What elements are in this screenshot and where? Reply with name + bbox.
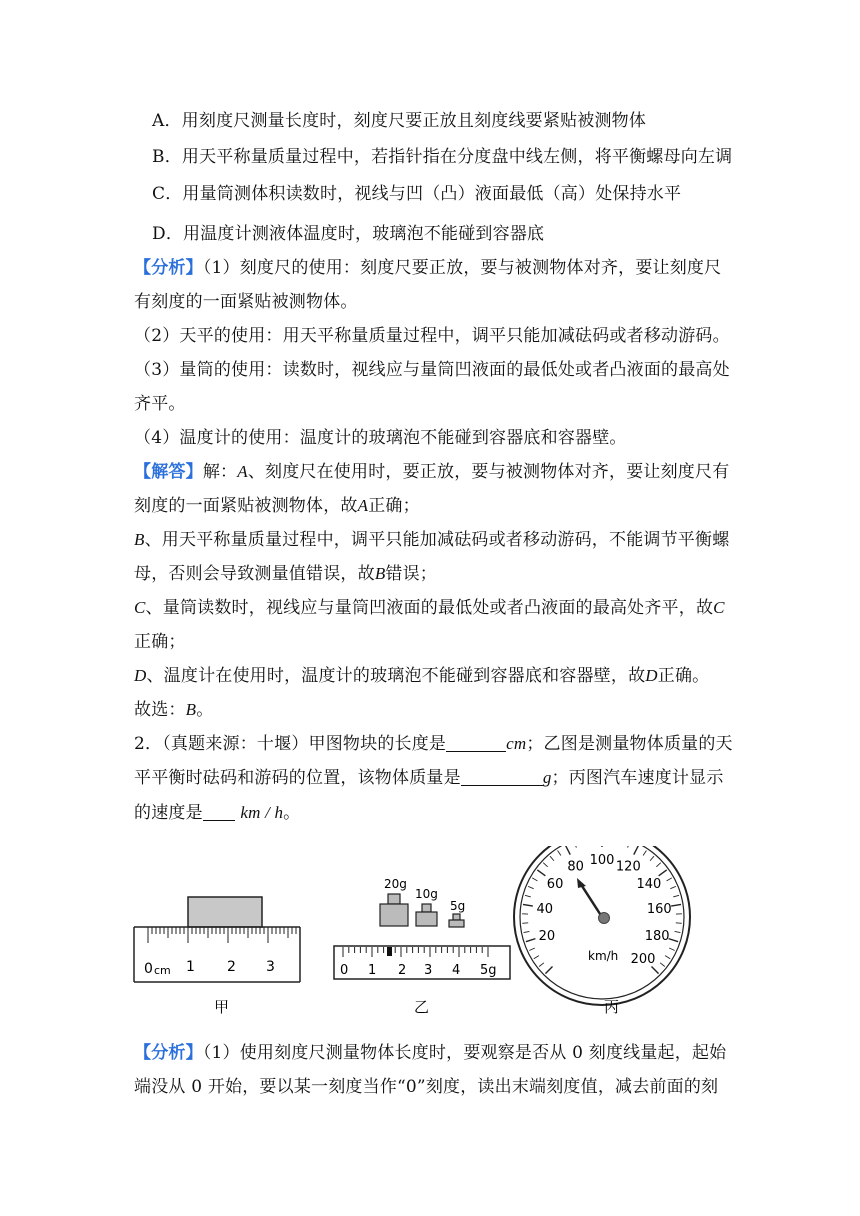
needle-hub (599, 913, 610, 924)
weight-5g-knob (453, 914, 460, 920)
ruler-diagram (134, 897, 300, 982)
block (188, 897, 262, 927)
answer-blank-length[interactable] (446, 733, 506, 752)
weight-label-20g: 20g (384, 877, 407, 891)
speedometer-diagram (514, 846, 690, 1005)
weight-5g-body (449, 920, 464, 927)
option-c: C．用量筒测体积读数时，视线与凹（凸）液面最低（高）处保持水平 (152, 184, 682, 204)
ruler-label-0: 0 (144, 961, 153, 977)
answer-1-line-5: C、量筒读数时，视线应与量筒凹液面的最低处或者凸液面的最高处齐平，故C (134, 598, 725, 618)
answer-1-line-2: 刻度的一面紧贴被测物体，故A正确； (134, 496, 420, 516)
scale-label-5g: 5g (480, 963, 497, 978)
weight-label-5g: 5g (450, 899, 466, 913)
weight-20g-knob (388, 894, 400, 904)
speed-label: 100 (589, 853, 615, 868)
analysis-1-line-1: 【分析】（1）刻度尺的使用：刻度尺要正放，要与被测物体对齐，要让刻度尺 (134, 258, 722, 278)
weight-10g-knob (422, 904, 431, 912)
question-2-line-3: 的速度是 km / h。 (134, 803, 301, 823)
option-a: A．用刻度尺测量长度时，刻度尺要正放且刻度线要紧贴被测物体 (152, 111, 647, 131)
analysis-1-line-6: （4）温度计的使用：温度计的玻璃泡不能碰到容器底和容器壁。 (134, 428, 627, 448)
rider (387, 947, 392, 956)
question-2-line-1: 2．（真题来源：十堰）甲图物块的长度是 cm；乙图是测量物体质量的天 (134, 734, 733, 754)
speed-unit: km/h (588, 949, 619, 963)
option-b: B．用天平称量质量过程中，若指针指在分度盘中线左侧，将平衡螺母向左调 (152, 147, 733, 167)
scale-label-2: 2 (398, 963, 407, 978)
question-2-line-2: 平平衡时砝码和游码的位置，该物体质量是 g；丙图汽车速度计显示 (134, 768, 724, 788)
balance-diagram (334, 877, 510, 979)
caption-bing: 丙 (604, 998, 620, 1016)
analysis-2-line-1: 【分析】（1）使用刻度尺测量物体长度时，要观察是否从 0 刻度线量起，起始 (134, 1043, 727, 1063)
analysis-1-line-2: 有刻度的一面紧贴被测物体。 (134, 292, 358, 312)
option-d: D．用温度计测液体温度时，玻璃泡不能碰到容器底 (152, 224, 545, 244)
speed-label: 80 (567, 859, 584, 875)
answer-tag: 【解答】 (134, 462, 203, 482)
caption-jia: 甲 (214, 998, 230, 1016)
answer-blank-speed[interactable] (203, 802, 235, 821)
ruler-label-3: 3 (266, 959, 275, 975)
speed-label: 200 (630, 952, 656, 968)
weight-20g-body (380, 904, 408, 926)
speed-label: 120 (615, 859, 641, 875)
answer-1-line-1: 【解答】解：A、刻度尺在使用时，要正放，要与被测物体对齐，要让刻度尺有 (134, 462, 730, 482)
scale-label-4: 4 (452, 963, 461, 978)
speed-label: 160 (646, 901, 672, 917)
measurement-figure (130, 846, 730, 1026)
weight-label-10g: 10g (415, 887, 438, 901)
scale-label-0: 0 (340, 963, 349, 978)
answer-blank-mass[interactable] (461, 767, 543, 786)
analysis-1-line-3: （2）天平的使用：用天平称量质量过程中，调平只能加减砝码或者移动游码。 (134, 326, 730, 346)
caption-yi: 乙 (414, 998, 430, 1016)
answer-1-line-8: 故选：B。 (134, 700, 214, 720)
ruler-label-1: 1 (186, 959, 195, 975)
scale-label-1: 1 (368, 963, 377, 978)
analysis-1-line-5: 齐平。 (134, 394, 186, 414)
speed-label: 180 (644, 928, 670, 944)
analysis-1-line-4: （3）量筒的使用：读数时，视线应与量筒凹液面的最低处或者凸液面的最高处 (134, 360, 730, 380)
answer-1-line-6: 正确； (134, 632, 186, 652)
analysis-tag: 【分析】 (134, 258, 203, 278)
weight-10g-body (416, 912, 437, 926)
speed-label: 40 (536, 901, 553, 917)
speed-label: 140 (636, 876, 662, 892)
speed-label: 20 (538, 928, 556, 944)
ruler-label-2: 2 (227, 959, 236, 975)
answer-1-line-7: D、温度计在使用时，温度计的玻璃泡不能碰到容器底和容器壁，故D正确。 (134, 666, 710, 686)
answer-1-line-4: 母，否则会导致测量值错误，故B错误； (134, 564, 438, 584)
speed-label: 60 (546, 876, 564, 892)
analysis-2-tag: 【分析】 (134, 1043, 203, 1063)
ruler-unit: cm (154, 964, 171, 977)
answer-1-line-3: B、用天平称量质量过程中，调平只能加减砝码或者移动游码，不能调节平衡螺 (134, 530, 730, 550)
analysis-2-line-2: 端没从 0 开始，要以某一刻度当作“0”刻度，读出末端刻度值，减去前面的刻 (134, 1077, 719, 1097)
scale-label-3: 3 (424, 963, 433, 978)
